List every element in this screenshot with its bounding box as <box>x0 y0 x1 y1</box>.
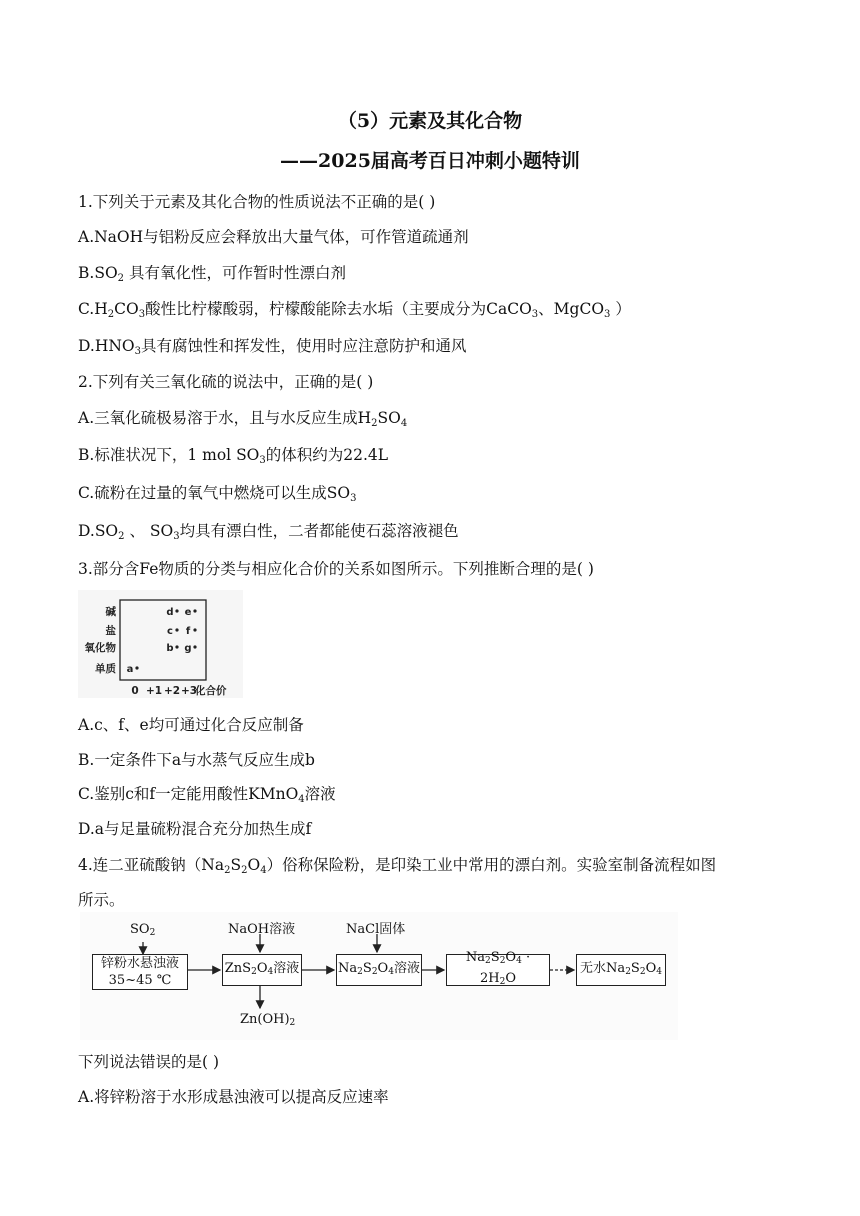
flow-input-naoh: NaOH溶液 <box>228 922 296 937</box>
point-label: d <box>166 607 174 618</box>
q4-question: 下列说法错误的是( ) <box>78 1053 220 1071</box>
data-point <box>175 628 178 631</box>
q4-option-a: A.将锌粉溶于水形成悬浊液可以提高反应速率 <box>78 1088 389 1106</box>
q2-option-c: C.硫粉在过量的氧气中燃烧可以生成$SO_3$ <box>78 484 357 504</box>
page-title: （5）元素及其化合物 <box>337 110 523 132</box>
flow-box-na2s2o4-hydrate: $Na_2S_2O_4 \cdot 2H_2O$ <box>446 954 550 986</box>
page-subtitle: ——2025届高考百日冲刺小题特训 <box>280 150 580 172</box>
y-tick-label: 单质 <box>95 663 116 675</box>
flow-box-zinc-suspension: 锌粉水悬浊液 35~45 ℃ <box>92 954 188 990</box>
flow-box-zns2o4: $ZnS_2O_4$溶液 <box>222 954 302 986</box>
q2-option-d: $D.SO_2$ 、 $SO_3$均具有漂白性，二者都能使石蕊溶液褪色 <box>78 522 459 542</box>
q1-option-d: $D.HNO_3$具有腐蚀性和挥发性，使用时应注意防护和通风 <box>78 337 467 357</box>
flow-input-so2: $SO_2$ <box>130 922 156 938</box>
q4-stem: 4.连二亚硫酸钠$(Na_2S_2O_4)$俗称保险粉，是印染工业中常用的漂白剂。实验室制备流程如图 <box>78 856 717 876</box>
x-tick-label: +2 <box>163 685 181 697</box>
y-tick-label: 碱 <box>105 606 116 618</box>
point-label: f <box>185 626 191 637</box>
q1-option-b: $B.SO_2$ 具有氧化性，可作暂时性漂白剂 <box>78 264 346 284</box>
q1-option-c: $C.H_2CO_3$酸性比柠檬酸弱，柠檬酸能除去水垢（主要成分为CaCO$_3$、MgCO$_3$ ） <box>78 300 631 320</box>
y-tick-label: 盐 <box>105 625 116 637</box>
point-label: a <box>126 664 134 675</box>
flow-box-anhydrous: 无水$Na_2S_2O_4$ <box>576 954 666 986</box>
q2-stem: 2.下列有关三氧化硫的说法中，正确的是( ) <box>78 373 374 391</box>
point-label: c <box>167 626 173 637</box>
q1-option-a: A.NaOH与铝粉反应会释放出大量气体，可作管道疏通剂 <box>78 228 469 246</box>
data-point <box>193 645 196 648</box>
q1-stem: 1.下列关于元素及其化合物的性质说法不正确的是( ) <box>78 193 436 211</box>
x-tick-label: 0 <box>131 685 139 697</box>
fe-valence-chart <box>78 590 243 698</box>
q4-stem-continued: 所示。 <box>78 891 125 909</box>
flow-input-nacl: NaCl固体 <box>346 922 406 937</box>
data-point <box>193 628 196 631</box>
q3-option-c: C.鉴别c和f一定能用酸性KMnO$_4$溶液 <box>78 785 336 805</box>
point-label: g <box>184 643 192 654</box>
q3-option-d: D.a与足量硫粉混合充分加热生成f <box>78 820 312 838</box>
na2s2o4-flowchart <box>80 912 678 1040</box>
q3-option-b: B.一定条件下a与水蒸气反应生成b <box>78 751 315 769</box>
q3-stem: 3.部分含Fe物质的分类与相应化合价的关系如图所示。下列推断合理的是( ) <box>78 560 594 578</box>
x-axis-label: 化合价 <box>195 685 227 697</box>
flow-output-znoh2: $Zn(OH)_2$ <box>240 1012 296 1028</box>
y-tick-label: 氧化物 <box>84 642 116 654</box>
q2-option-a: A.三氧化硫极易溶于水，且与水反应生成$H_2SO_4$ <box>78 409 408 429</box>
data-point <box>193 609 196 612</box>
point-label: e <box>184 607 192 618</box>
flow-box-na2s2o4-solution: $Na_2S_2O_4$溶液 <box>336 954 422 986</box>
data-point <box>175 609 178 612</box>
point-label: b <box>166 643 174 654</box>
x-tick-label: +1 <box>145 685 163 697</box>
x-tick-label: +3 <box>180 685 198 697</box>
data-point <box>135 666 138 669</box>
q3-option-a: A.c、f、e均可通过化合反应制备 <box>78 716 304 734</box>
q2-option-b: B.标准状况下，1 mol $SO_3$的体积约为22.4L <box>78 446 389 466</box>
data-point <box>175 645 178 648</box>
